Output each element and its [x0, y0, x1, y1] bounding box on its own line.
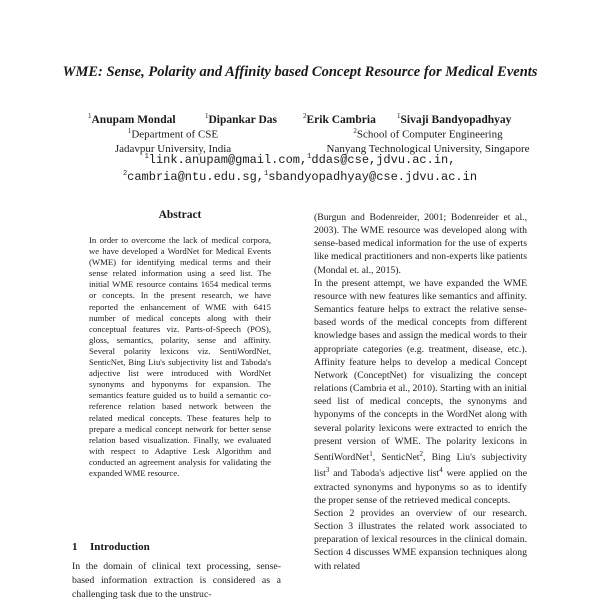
email-1: link.anupam@gmail.com, [148, 153, 308, 167]
paper-title: WME: Sense, Polarity and Affinity based Concept Resource for Medical Events [62, 64, 538, 80]
email-line-2: $^2$cambria@ntu.edu.sg,$^1$sbandyopadhyay@cse.jdvu.ac.in [122, 170, 478, 184]
abstract-body: In order to overcome the lack of medical corpora, we have developed a WordNet for Medical Events (WME) for identifying medical terms and their sense related information using a seed list. The initial WME resource contains 1654 medical terms or concepts. In the present research, we have reported the enhancement of WME with 6415 number of medical concepts along with their conceptual features viz. Parts-of-Speech (POS), gloss, semantics, polarity, sense and affinity. Several polarity lexicons viz. SentiWordNet, SenticNet, Bing Liu's subjectivity list and Taboda's adjective list were introduced with WordNet synonyms and hyponyms for expansion. The semantics feature guided us to build a semantic co-reference relation based network between the related medical concepts. These features help to prepare a medical concept network for better sense relation based visualization. Finally, we evaluated with respect to Adaptive Lesk Algorithm and conducted an agreement analysis for validating the expanded WME resource. [89, 235, 271, 478]
email-2: ddas@cse,jdvu.ac.in, [311, 153, 456, 167]
email-3: cambria@ntu.edu.sg, [127, 170, 264, 184]
section-heading-introduction: 1 Introduction [72, 541, 150, 553]
email-line-1: $^1$link.anupam@gmail.com,$^1$ddas@cse,jdvu.ac.in, [144, 153, 456, 167]
abstract-heading: Abstract [158, 209, 202, 221]
affiliation-2: $^2$School of Computer Engineering Nanyang Technological University, Singapore [326, 127, 530, 155]
paragraph-3: Section 2 provides an overview of our research. Section 3 illustrates the related work associated to preparation of lexical resources in the clinical domain. Section 4 discusses WME expansion techniques along with related [314, 507, 527, 572]
author-1: $^1$Anupam Mondal [88, 112, 176, 126]
right-column [314, 211, 527, 573]
email-4: sbandyopadhyay@cse.jdvu.ac.in [268, 170, 478, 184]
author-3: $^2$Erik Cambria [303, 112, 376, 126]
affiliation-1: $^1$Department of CSE Jadavpur University, India [114, 127, 232, 155]
paragraph-2: In the present attempt, we have expanded the WME resource with new features like semantics and affinity. Semantics feature helps to extract the relative sense-based words of the medical concepts from different knowledge bases and assign the medical words to their appropriate categories (e.g. treatment, disease, etc.). Affinity feature helps to develop a medical Concept Network (ConceptNet) for visualizing the concept relations (Cambria et al., 2010). Starting with an initial seed list of medical concepts, the synonyms and hyponyms of the concepts in the WordNet along with several polarity lexicons were extracted to enrich the present version of WME. The polarity lexicons in SentiWordNet$^1$, SenticNet$^2$, Bing Liu's subjectivity list$^3$ and Taboda's adjective list$^4$ were applied on the extracted synonyms and hyponyms so as to identify the proper sense of the retrieved medical concepts. [314, 277, 527, 506]
author-2: $^1$Dipankar Das [205, 112, 277, 126]
introduction-body: In the domain of clinical text processing, sense-based information extraction is considered as a challenging task due to the unstruc- [72, 561, 281, 600]
author-4: $^1$Sivaji Bandyopadhyay [397, 112, 512, 126]
paragraph-1: (Burgun and Bodenreider, 2001; Bodenreider et al., 2003). The WME resource was developed along with sense-based medical information for the use of experts like medical practitioners and non-experts like patients (Mondal et. al., 2015). [314, 212, 527, 276]
